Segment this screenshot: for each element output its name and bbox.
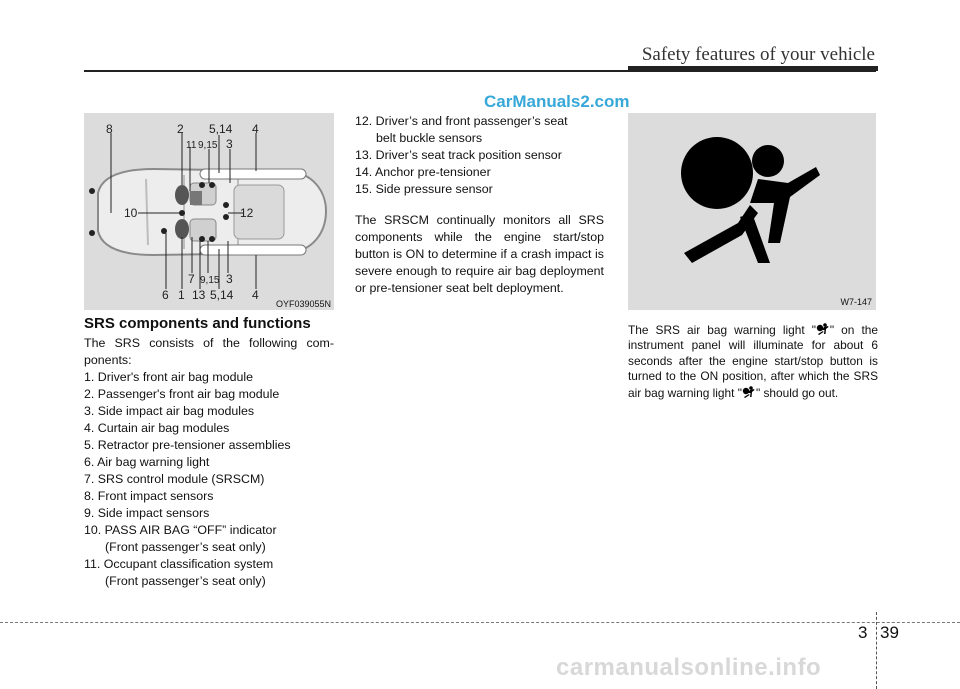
airbag-warning-icon — [742, 385, 756, 399]
callout-label: 9,15 — [200, 275, 220, 286]
callout-label: 2 — [177, 122, 184, 136]
callout-label: 8 — [106, 122, 113, 136]
components-list — [84, 369, 344, 590]
header-title: Safety features of your vehicle — [641, 44, 875, 65]
callout-label: 10 — [124, 206, 138, 220]
figure-code: W7-147 — [840, 297, 872, 307]
callout-label: 3 — [226, 272, 233, 286]
callout-label: 3 — [226, 137, 233, 151]
airbag-warning-icon — [816, 322, 830, 336]
callout-label: 5,14 — [209, 122, 233, 136]
list-item-subtext: (Front passenger’s seat only) — [105, 574, 266, 588]
list-item: 2. Passenger's front air bag module — [84, 387, 280, 401]
callout-label: 9,15 — [198, 140, 218, 151]
list-item-subtext: (Front passenger’s seat only) — [105, 540, 266, 554]
list-item-text: 11. Occupant classification system — [84, 557, 274, 571]
list-item: 6. Air bag warning light — [84, 455, 210, 469]
section-title: SRS components and functions — [84, 315, 311, 332]
list-item: 7. SRS control module (SRSCM) — [84, 472, 265, 486]
page-number-divider — [876, 612, 877, 689]
list-item: 15. Side pressure sensor — [355, 182, 493, 196]
list-item-text: 12. Driver’s and front passenger’s seat — [355, 114, 568, 128]
components-list-continued — [355, 113, 615, 198]
callout-label: 11 — [186, 140, 197, 151]
airbag-warning-figure — [628, 113, 876, 310]
header-accent-rule — [628, 66, 878, 71]
figure-code: OYF039055N — [275, 299, 331, 309]
list-item — [355, 113, 615, 147]
callout-label: 1 — [178, 288, 185, 302]
list-item — [84, 556, 344, 590]
srscm-paragraph: The SRSCM continually monitors all SRS components while the engine start/stop button is ON to determine if a crash impact is severe enough to require air bag deployment or pre-tensioner seat belt deployment. — [355, 213, 604, 295]
intro-text: The SRS consists of the following com-ponents: — [84, 336, 334, 367]
footer-rule — [0, 622, 960, 623]
srs-components-figure — [84, 113, 334, 310]
list-item — [84, 522, 344, 556]
watermark-top[interactable]: CarManuals2.com — [484, 92, 630, 111]
callout-label: 7 — [188, 272, 195, 286]
list-item-subtext: belt buckle sensors — [376, 131, 483, 145]
list-item: 13. Driver’s seat track position sensor — [355, 148, 562, 162]
paragraph-text: " should go out. — [755, 385, 839, 400]
list-item: 14. Anchor pre-tensioner — [355, 165, 491, 179]
paragraph-text: " on the instrument panel will illuminate for about 6 seconds after the engine start/stop button is turned to the ON position, after which the SRS air bag warning light " — [628, 323, 878, 400]
list-item: 1. Driver's front air bag module — [84, 370, 254, 384]
callout-label: 13 — [192, 288, 206, 302]
list-item: 5. Retractor pre-tensioner assemblies — [84, 438, 291, 452]
chapter-number: 3 — [858, 623, 868, 642]
page-number: 39 — [880, 623, 899, 642]
callout-label: 4 — [252, 288, 259, 302]
list-item: 9. Side impact sensors — [84, 506, 210, 520]
callout-label: 6 — [162, 288, 169, 302]
list-item-text: 10. PASS AIR BAG “OFF” indicator — [84, 523, 277, 537]
paragraph-text: The SRS air bag warning light " — [628, 323, 816, 337]
car-top-view-illustration — [84, 113, 334, 310]
airbag-warning-icon — [628, 113, 876, 310]
callout-label: 5,14 — [210, 288, 234, 302]
warning-light-paragraph — [628, 322, 878, 401]
callout-label: 12 — [240, 206, 254, 220]
callout-label: 4 — [252, 122, 259, 136]
watermark-bottom[interactable]: carmanualsonline.info — [556, 654, 822, 681]
list-item: 8. Front impact sensors — [84, 489, 214, 503]
list-item: 3. Side impact air bag modules — [84, 404, 255, 418]
list-item: 4. Curtain air bag modules — [84, 421, 230, 435]
